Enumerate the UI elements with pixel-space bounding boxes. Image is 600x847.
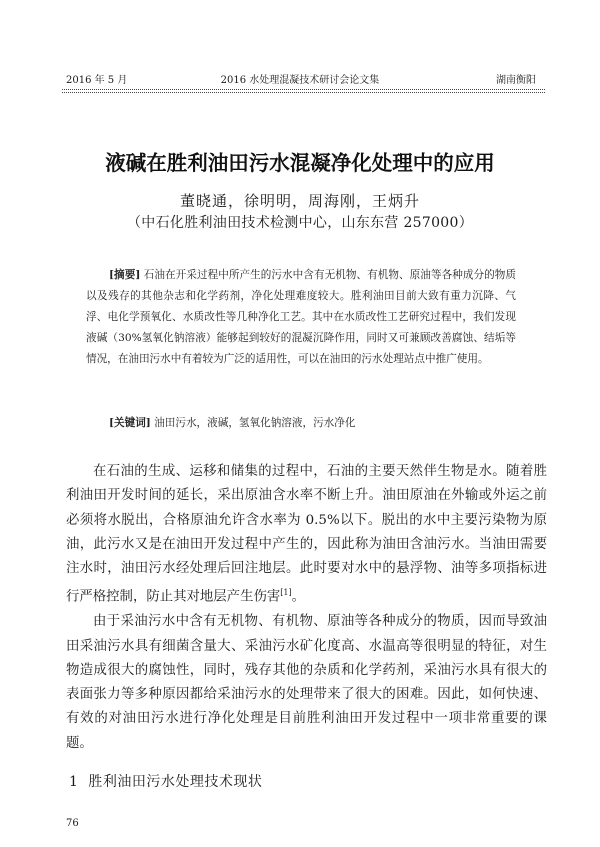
keywords-text: 油田污水，液碱，氢氧化钠溶液，污水净化 (154, 417, 356, 429)
header-proceedings-title: 2016 水处理混凝技术研讨会论文集 (220, 75, 380, 86)
body-paragraph-2: 由于采油污水中含有无机物、有机物、原油等各种成分的物质，因而导致油田采油污水具有细菌含量大、采油污水矿化度高、水温高等很明显的特征，对生物造成很大的腐蚀性，同时，残存其他的杂质和化学药剂，采油污水具有很大的表面张力等多种原因都给采油污水的处理带来了很大的困难。因此，如何快速、有效的对油田污水进行净化处理是目前胜利油田开发过程中一项非常重要的课题。 (66, 614, 547, 751)
section-heading (69, 771, 262, 791)
article-affiliation: （中石化胜利油田技术检测中心，山东东营 257000） (127, 215, 473, 231)
paragraph-1-text: 在石油的生成、运移和储集的过程中，石油的主要天然伴生物是水。随着胜利油田开发时间的延长，采出原油含水率不断上升。油田原油在外输或外运之前必须将水脱出，合格原油允许含水率为 0.5%以下。脱出的水中主要污染物为原油，此污水又是在油田开发过程中产生的，因此称为油田含油污水。当油田需要注水时，油田污水经处理后回注地层。此时要对水中的悬浮物、油等多项指标进行严格控制，防止其对地层产生伤害 (66, 464, 547, 605)
section-number: 1 (69, 774, 79, 790)
article-authors: 董晓通，徐明明，周海刚，王炳升 (179, 192, 420, 210)
paragraph-1-end: 。 (291, 589, 305, 605)
section-title: 胜利油田污水处理技术现状 (88, 774, 263, 790)
body-text (66, 460, 547, 756)
page-number: 76 (66, 818, 79, 829)
citation-ref: [1] (280, 588, 292, 598)
header-divider (62, 89, 545, 90)
header-date: 2016 年 5 月 (66, 75, 128, 86)
abstract (86, 265, 516, 370)
keywords (109, 413, 519, 434)
header-location: 湖南衡阳 (496, 75, 536, 86)
abstract-text: 石油在开采过程中所产生的污水中含有无机物、有机物、原油等各种成分的物质以及残存的其他杂志和化学药剂，净化处理难度较大。胜利油田目前大致有重力沉降、气浮、电化学预氧化、水质改性等几种净化工艺。其中在水质改性工艺研究过程中，我们发现液碱（30%氢氧化钠溶液）能够起到较好的混凝沉降作用，同时又可兼顾改善腐蚀、结垢等情况，在油田污水中有着较为广泛的适用性，可以在油田的污水处理站点中推广使用。 (86, 269, 516, 365)
keywords-label: [关键词] (109, 417, 151, 429)
body-paragraph-1 (66, 460, 547, 610)
article-title: 液碱在胜利油田污水混凝净化处理中的应用 (105, 151, 495, 175)
header-divider-second (62, 92, 545, 93)
abstract-label: [摘要] (109, 269, 141, 281)
